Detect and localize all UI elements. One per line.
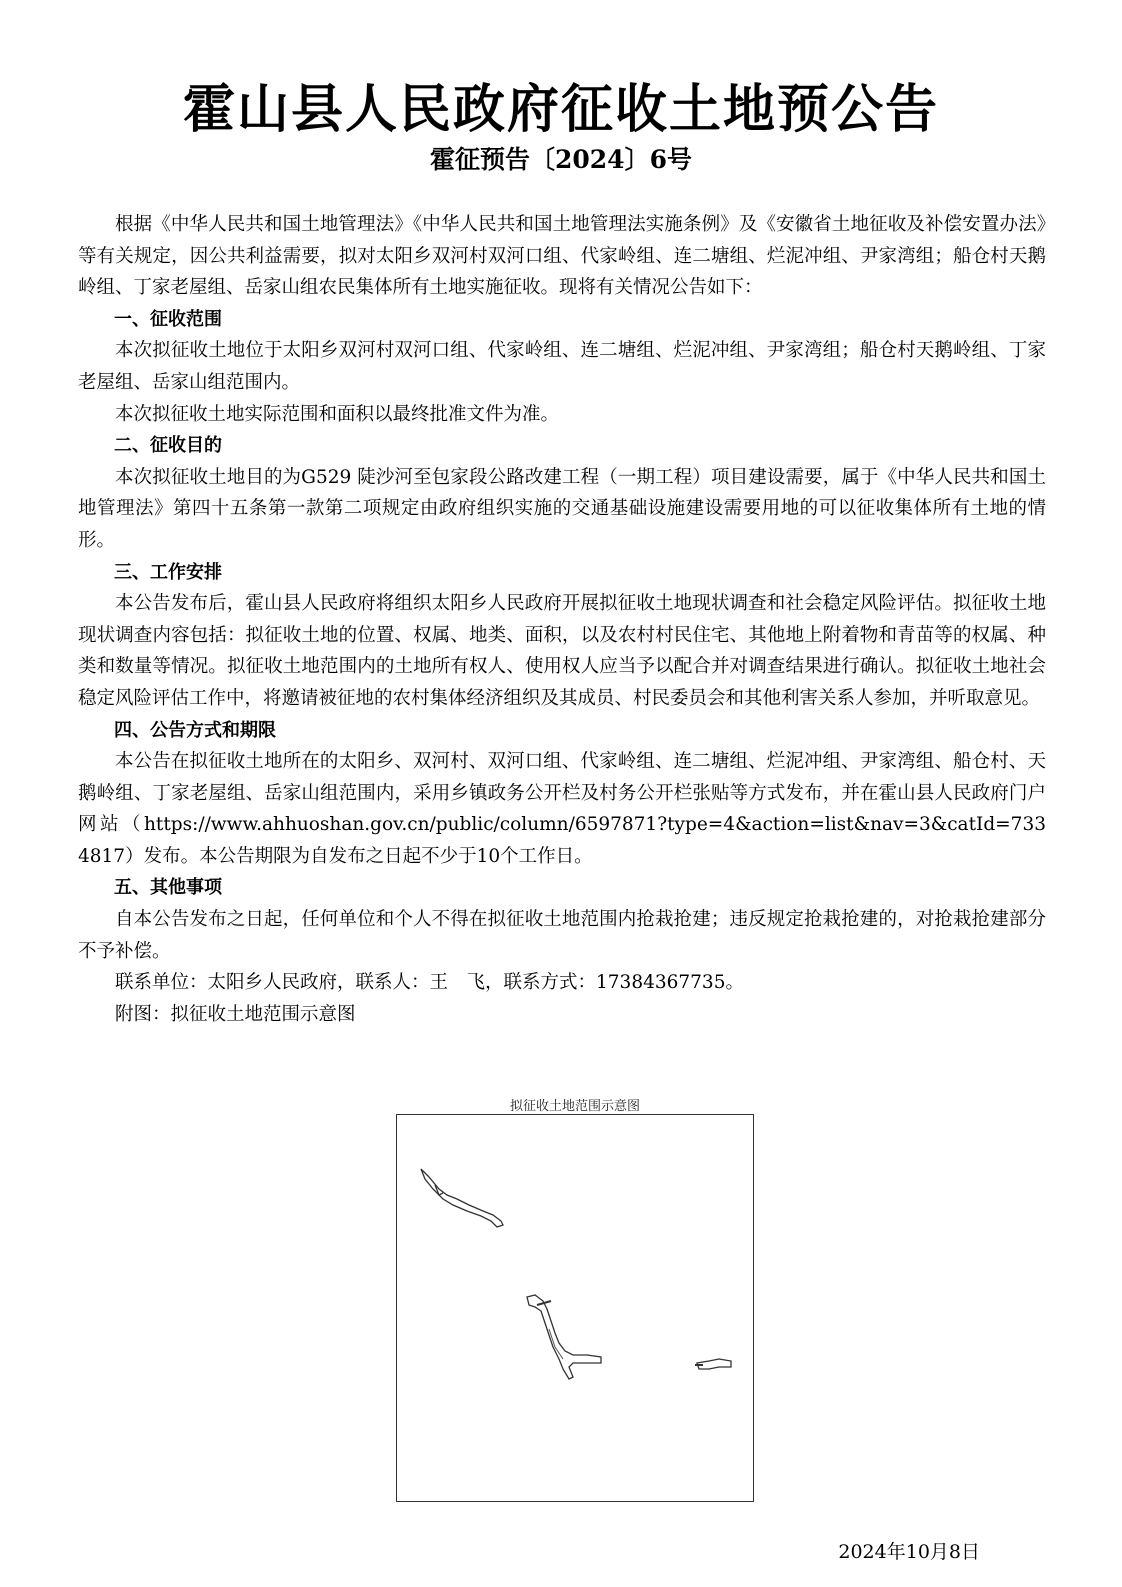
map-caption: 拟征收土地范围示意图 xyxy=(509,1099,640,1114)
section-paragraph: 本次拟征收土地位于太阳乡双河村双河口组、代家岭组、连二塘组、烂泥冲组、尹家湾组；船仓村天鹅岭组、丁家老屋组、岳家山组范围内。 xyxy=(78,340,1046,393)
section-heading: 一、征收范围 xyxy=(114,308,222,330)
section-heading: 四、公告方式和期限 xyxy=(114,719,276,741)
section-paragraph: 本公告在拟征收土地所在的太阳乡、双河村、双河口组、代家岭组、连二塘组、烂泥冲组、尹家湾组、船仓村、天鹅岭组、丁家老屋组、岳家山组范围内，采用乡镇政务公开栏及村务公开栏张贴等方式发布，并在霍山县人民政府门户网站（https://www.ahhuoshan.gov.cn/public/column/6597871?type=4&action=list&nav=3&catId=7334817）发布。本公告期限为自发布之日起不少于10个工作日。 xyxy=(78,751,1046,867)
issue-date: 2024年10月8日 xyxy=(838,1541,980,1563)
section-paragraph: 自本公告发布之日起，任何单位和个人不得在拟征收土地范围内抢栽抢建；违反规定抢栽抢建的，对抢栽抢建部分不予补偿。 xyxy=(78,909,1046,962)
intro-paragraph: 根据《中华人民共和国土地管理法》《中华人民共和国土地管理法实施条例》及《安徽省土地征收及补偿安置办法》等有关规定，因公共利益需要，拟对太阳乡双河村双河口组、代家岭组、连二塘组、烂泥冲组、尹家湾组；船仓村天鹅岭组、丁家老屋组、岳家山组农民集体所有土地实施征收。现将有关情况公告如下： xyxy=(78,214,1046,299)
document-number: 霍征预告〔2024〕6号 xyxy=(430,145,692,174)
attachment-paragraph: 附图：拟征收土地范围示意图 xyxy=(115,1003,356,1025)
map-drawing xyxy=(397,1115,753,1501)
map-parcel-2-inner xyxy=(549,1329,563,1359)
land-scope-map xyxy=(396,1114,754,1502)
map-parcel-1 xyxy=(421,1169,503,1227)
section-heading: 二、征收目的 xyxy=(114,435,222,457)
section-paragraph: 本次拟征收土地目的为G529 陡沙河至包家段公路改建工程（一期工程）项目建设需要，属于《中华人民共和国土地管理法》第四十五条第一款第二项规定由政府组织实施的交通基础设施建设需要用地的可以征收集体所有土地的情形。 xyxy=(78,466,1046,551)
notice-title: 霍山县人民政府征收土地预公告 xyxy=(182,80,939,140)
section-paragraph: 本次拟征收土地实际范围和面积以最终批准文件为准。 xyxy=(115,403,560,425)
map-parcel-2 xyxy=(527,1295,601,1379)
section-heading: 五、其他事项 xyxy=(114,877,222,899)
section-heading: 三、工作安排 xyxy=(114,561,222,583)
contact-paragraph: 联系单位：太阳乡人民政府，联系人：王 飞，联系方式：17384367735。 xyxy=(115,972,744,994)
notice-body xyxy=(78,209,1046,1030)
section-paragraph: 本公告发布后，霍山县人民政府将组织太阳乡人民政府开展拟征收土地现状调查和社会稳定风险评估。拟征收土地现状调查内容包括：拟征收土地的位置、权属、地类、面积，以及农村村民住宅、其他地上附着物和青苗等的权属、种类和数量等情况。拟征收土地范围内的土地所有权人、使用权人应当予以配合并对调查结果进行确认。拟征收土地社会稳定风险评估工作中，将邀请被征地的农村集体经济组织及其成员、村民委员会和其他利害关系人参加，并听取意见。 xyxy=(78,593,1046,709)
map-parcel-1-spur xyxy=(435,1185,443,1195)
